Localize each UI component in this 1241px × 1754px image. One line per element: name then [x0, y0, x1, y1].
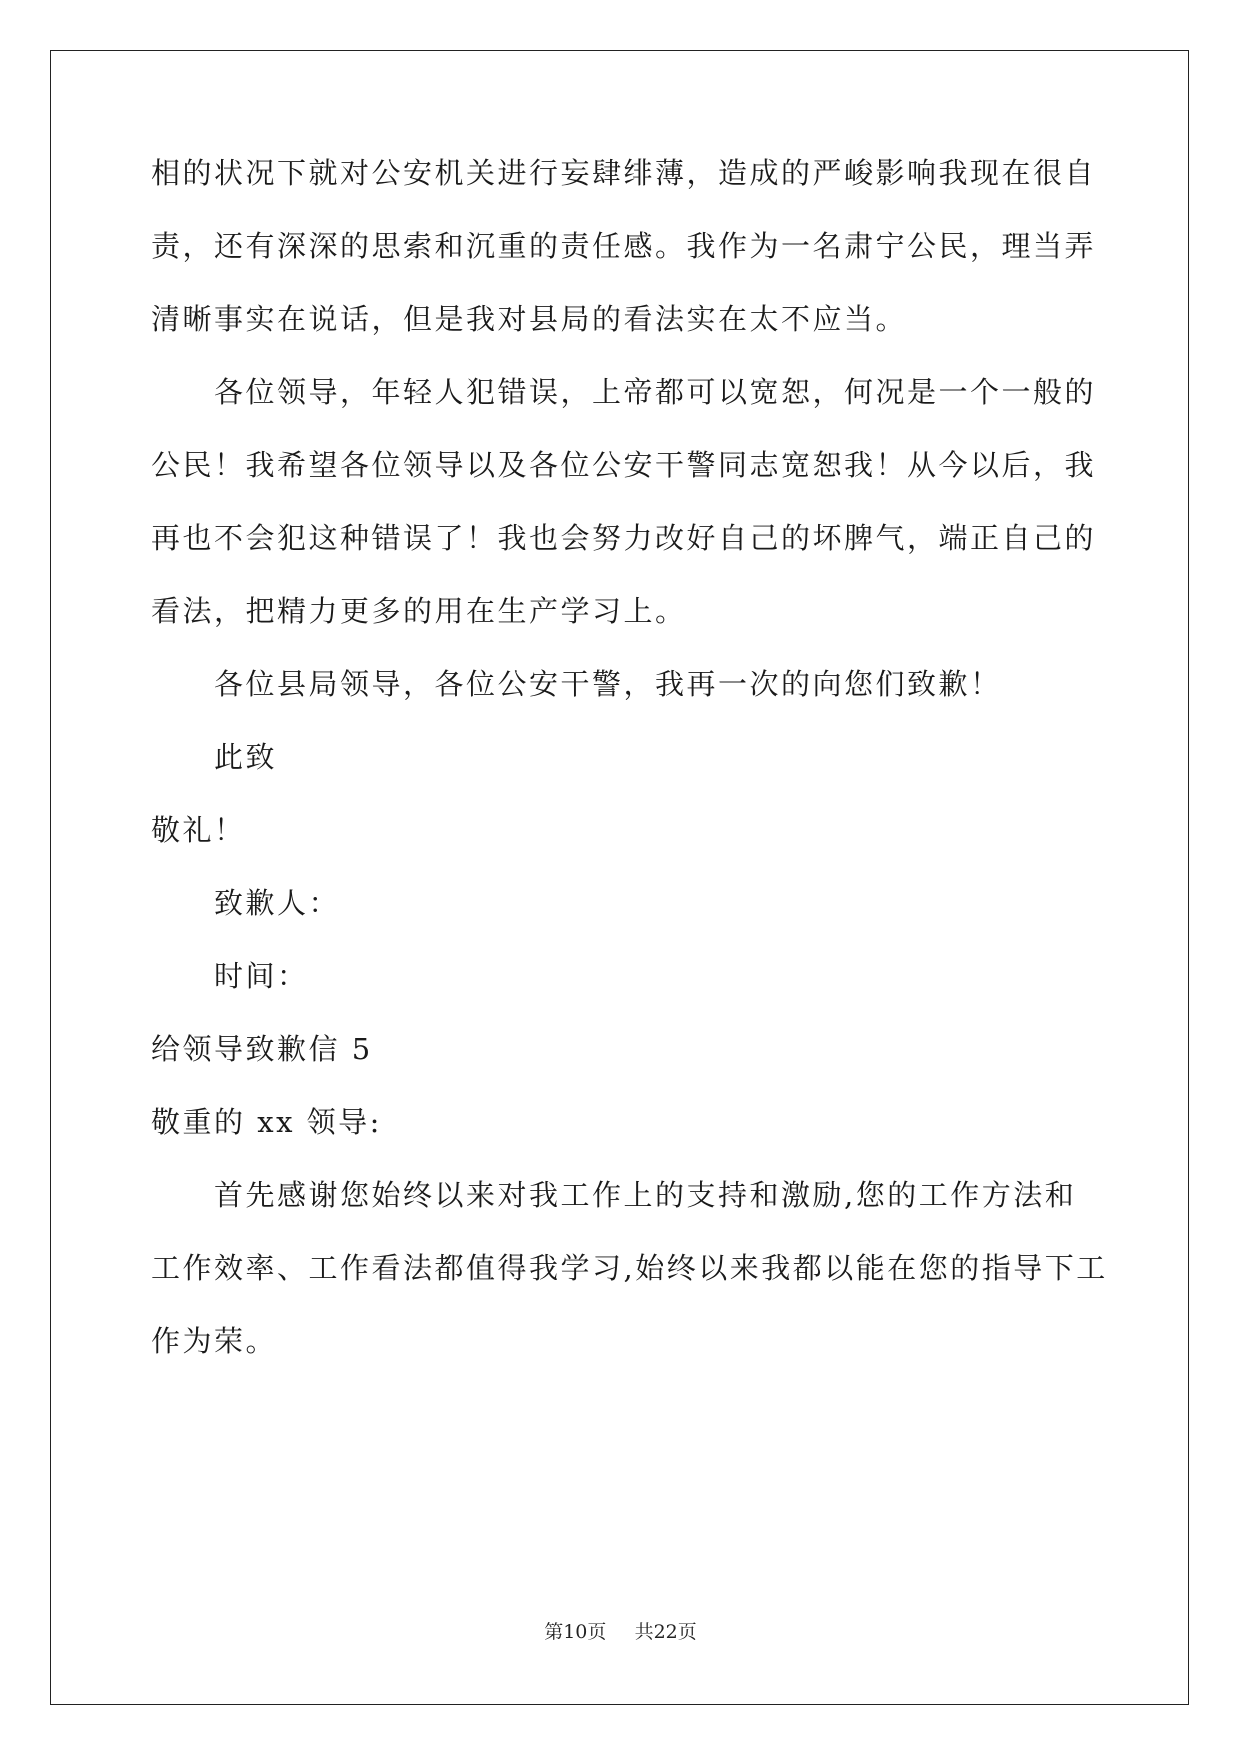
- page-number: 第10页: [544, 1621, 607, 1643]
- body-line: 责，还有深深的思索和沉重的责任感。我作为一名肃宁公民，理当弄: [151, 229, 1097, 263]
- salutation-line: 敬礼！: [151, 813, 246, 847]
- signature-line: 致歉人：: [214, 886, 341, 920]
- page-border: [50, 50, 1189, 1705]
- closing-line: 此致: [214, 740, 278, 774]
- body-line: 首先感谢您始终以来对我工作上的支持和激励,您的工作方法和: [214, 1178, 1077, 1212]
- page-footer: [0, 1620, 1241, 1644]
- body-line: 公民！我希望各位领导以及各位公安干警同志宽恕我！从今以后，我: [151, 448, 1097, 482]
- body-line: 工作效率、工作看法都值得我学习,始终以来我都以能在您的指导下工: [151, 1251, 1108, 1285]
- body-line: 各位领导，年轻人犯错误，上帝都可以宽恕，何况是一个一般的: [214, 375, 1097, 409]
- greeting-line: 敬重的 xx 领导:: [151, 1105, 382, 1139]
- body-line: 再也不会犯这种错误了！我也会努力改好自己的坏脾气，端正自己的: [151, 521, 1097, 555]
- body-line: 看法，把精力更多的用在生产学习上。: [151, 594, 687, 628]
- body-line: 各位县局领导，各位公安干警，我再一次的向您们致歉！: [214, 667, 1002, 701]
- body-line: 作为荣。: [151, 1324, 278, 1358]
- body-line: 清晰事实在说话，但是我对县局的看法实在太不应当。: [151, 302, 908, 336]
- page-total: 共22页: [634, 1621, 697, 1643]
- section-heading: 给领导致歉信 5: [151, 1032, 373, 1066]
- body-line: 相的状况下就对公安机关进行妄肆绯薄，造成的严峻影响我现在很自: [151, 156, 1097, 190]
- date-line: 时间：: [214, 959, 309, 993]
